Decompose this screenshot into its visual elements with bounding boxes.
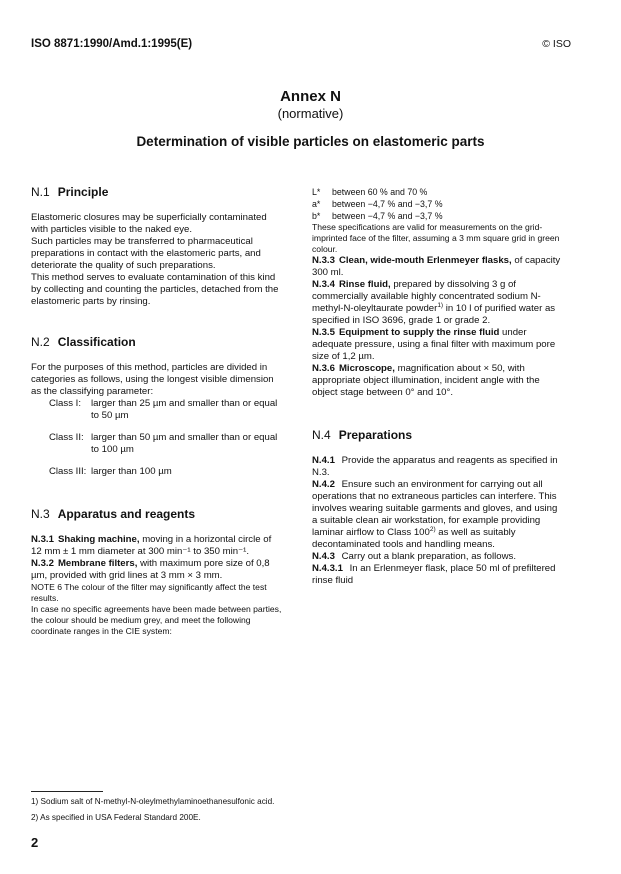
class-desc: larger than 100 µm <box>91 466 172 477</box>
cie-paragraph: In case no specific agreements have been made between parties, the colour should be medium grey, and meet the following coordinate ranges in the CIE system: <box>31 604 282 636</box>
n2-paragraph: For the purposes of this method, particles are divided in categories as follows, using the longest visible dimension as the classifying parameter: <box>31 362 274 397</box>
clause-heading: Membrane filters, <box>57 558 138 569</box>
clause-number: N.3.6 <box>312 363 335 374</box>
copyright-mark: © ISO <box>542 38 571 50</box>
n36-paragraph <box>312 363 563 399</box>
footnote-1: 1) Sodium salt of N-methyl-N-oleylmethylaminoethanesulfonic acid. <box>31 797 275 806</box>
left-column <box>31 186 283 637</box>
section-number: N.1 <box>31 185 50 199</box>
clause-text: Ensure such an environment for carrying out all operations that no extraneous particles can interfere. This involves wearing suitable garments and gloves, and using a suitable clean air workstation, for example providing laminar airflow to Class 100 <box>312 479 558 538</box>
note-6: NOTE 6 The colour of the filter may significantly affect the test results. <box>31 582 267 603</box>
clause-text: under adequate pressure, using a final filter with maximum pore size of 1,2 µm. <box>312 327 556 362</box>
footnote-divider <box>31 791 103 792</box>
clause-heading: Microscope, <box>338 363 395 374</box>
footnote-ref: 1) <box>437 301 444 309</box>
class-label: Class II: <box>49 432 84 443</box>
class-desc: larger than 25 µm and smaller than or equal to 50 µm <box>91 398 278 421</box>
clause-text: Provide the apparatus and reagents as specified in N.3. <box>312 455 558 478</box>
cie-row-a <box>312 198 563 210</box>
section-title: Preparations <box>338 428 413 442</box>
class-label: Class III: <box>49 466 87 477</box>
cie-key: b* <box>312 211 321 221</box>
clause-text: of capacity 300 ml. <box>312 255 561 278</box>
clause-text: In an Erlenmeyer flask, place 50 ml of prefiltered rinse fluid <box>312 563 556 586</box>
clause-text: with maximum pore size of 0,8 µm, provided with grid lines at 3 mm × 3 mm. <box>31 558 270 581</box>
footnote-ref: 2) <box>429 525 436 533</box>
n43-paragraph <box>312 551 563 563</box>
section-number: N.2 <box>31 335 50 349</box>
clause-number: N.3.3 <box>312 255 335 266</box>
section-n4-heading <box>312 429 563 441</box>
class-row <box>49 398 283 422</box>
clause-text: in 10 l of purified water as specified in ISO 3696, grade 1 or grade 2. <box>312 303 556 326</box>
clause-number: N.4.2 <box>312 479 335 490</box>
cie-row-b <box>312 210 563 222</box>
annex-subtitle: (normative) <box>277 106 344 121</box>
section-number: N.3 <box>31 507 50 521</box>
clause-number: N.4.3.1 <box>312 563 343 574</box>
section-title: Apparatus and reagents <box>57 507 196 521</box>
n431-paragraph <box>312 563 563 587</box>
footnote-2: 2) As specified in USA Federal Standard 200E. <box>31 813 201 822</box>
clause-text: Carry out a blank preparation, as follows. <box>341 551 516 562</box>
clause-heading: Equipment to supply the rinse fluid <box>338 327 500 338</box>
n35-paragraph <box>312 327 563 363</box>
clause-heading: Clean, wide-mouth Erlenmeyer flasks, <box>338 255 512 266</box>
class-desc: larger than 50 µm and smaller than or equal to 100 µm <box>91 432 278 455</box>
document-title: Determination of visible particles on elastomeric parts <box>136 134 485 149</box>
cie-value: between 60 % and 70 % <box>332 187 428 197</box>
n33-paragraph <box>312 255 563 279</box>
n34-paragraph <box>312 279 563 327</box>
clause-number: N.4.1 <box>312 455 335 466</box>
section-n2-heading <box>31 336 283 348</box>
n1-paragraph-1: Elastomeric closures may be superficially contaminated with particles visible to the naked eye. <box>31 212 267 235</box>
section-n1-heading <box>31 186 283 198</box>
clause-heading: Rinse fluid, <box>338 279 391 290</box>
page-number: 2 <box>31 835 39 850</box>
standard-id: ISO 8871:1990/Amd.1:1995(E) <box>31 38 193 50</box>
class-row <box>49 432 283 456</box>
n31-paragraph <box>31 534 283 558</box>
cie-key: L* <box>312 187 321 197</box>
clause-text: prepared by dissolving 3 g of commercially available highly concentrated sodium N-methyl-N-oleyltaurate powder <box>312 279 541 314</box>
clause-number: N.3.2 <box>31 558 54 569</box>
n1-paragraph-3: This method serves to evaluate contamination of this kind by collecting and counting the particles, detached from the elastomeric parts by rinsing. <box>31 272 279 307</box>
section-number: N.4 <box>312 428 331 442</box>
clause-number: N.3.5 <box>312 327 335 338</box>
section-title: Principle <box>57 185 109 199</box>
clause-number: N.3.1 <box>31 534 54 545</box>
spec-paragraph: These specifications are valid for measurements on the grid-imprinted face of the filter, assuming a 3 mm square grid in green colour. <box>312 222 560 254</box>
cie-key: a* <box>312 199 321 209</box>
section-n3-heading <box>31 508 283 520</box>
clause-text: as well as suitably decontaminated tools and handling means. <box>312 527 516 550</box>
clause-heading: Shaking machine, <box>57 534 140 545</box>
cie-value: between −4,7 % and −3,7 % <box>332 211 443 221</box>
class-label: Class I: <box>49 398 81 409</box>
annex-title: Annex N <box>280 88 341 105</box>
clause-text: moving in a horizontal circle of 12 mm ± 1 mm diameter at 300 min⁻¹ to 350 min⁻¹. <box>31 534 272 557</box>
n41-paragraph <box>312 455 563 479</box>
clause-number: N.4.3 <box>312 551 335 562</box>
n1-paragraph-2: Such particles may be transferred to pharmaceutical preparations in contact with the elastomeric parts, and deteriorate the quality of such preparations. <box>31 236 261 271</box>
cie-row-l <box>312 186 563 198</box>
class-row <box>49 466 283 478</box>
clause-text: magnification about × 50, with appropriate object illumination, incident angle with the object stage between 0° and 10°. <box>312 363 540 398</box>
section-title: Classification <box>57 335 136 349</box>
right-column <box>312 186 563 587</box>
n42-paragraph <box>312 479 563 551</box>
clause-number: N.3.4 <box>312 279 335 290</box>
n32-paragraph <box>31 558 283 582</box>
cie-value: between −4,7 % and −3,7 % <box>332 199 443 209</box>
